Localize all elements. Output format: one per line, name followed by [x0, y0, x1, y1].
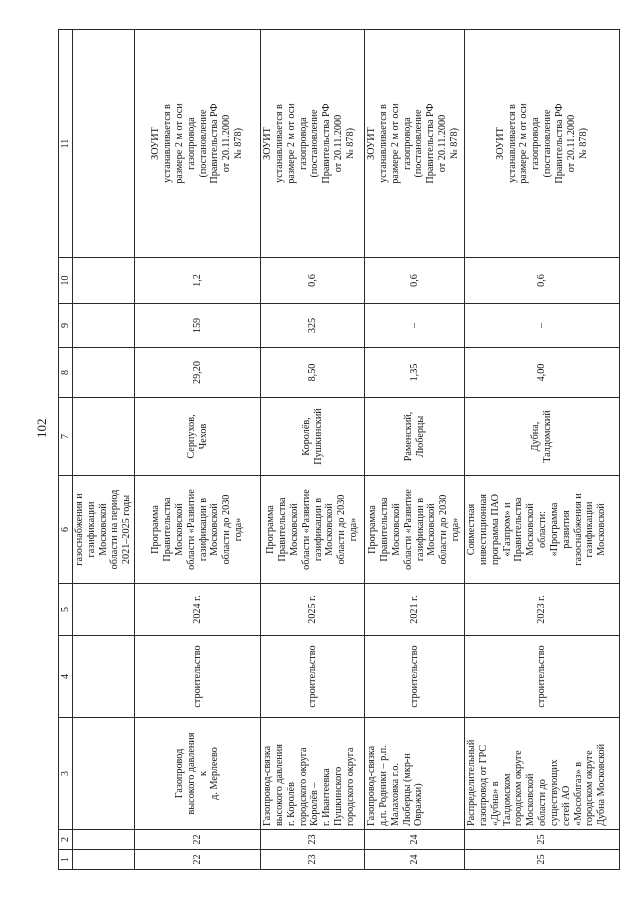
table-row	[365, 30, 465, 870]
table-cell	[73, 304, 135, 348]
municipality-cell: Королёв, Пушкинский	[261, 398, 365, 476]
item-number-cell: 25	[465, 830, 620, 850]
header-cell: 2	[59, 830, 73, 850]
table-row	[135, 30, 261, 870]
table-cell	[73, 258, 135, 304]
gas-pipeline-table	[58, 29, 620, 870]
row-number-cell: 24	[365, 850, 465, 870]
length-cell: 8,50	[261, 348, 365, 398]
header-cell: 3	[59, 718, 73, 830]
zone-cell: ЗОУИТ устанавливается в размере 2 м от оси газопровода (постановление Правительства РФ от 20.11.2000 № 878)	[365, 30, 465, 258]
year-cell: 2023 г.	[465, 584, 620, 636]
municipality-cell: Дубна, Талдомский	[465, 398, 620, 476]
header-cell: 11	[59, 30, 73, 258]
table-cell	[73, 584, 135, 636]
year-cell: 2025 г.	[261, 584, 365, 636]
table-row	[261, 30, 365, 870]
table-cell	[73, 398, 135, 476]
diameter-cell: 159	[135, 304, 261, 348]
year-cell: 2021 г.	[365, 584, 465, 636]
table-cell	[73, 348, 135, 398]
header-cell: 8	[59, 348, 73, 398]
zone-cell: ЗОУИТ устанавливается в размере 2 м от оси газопровода (постановление Правительства РФ от 20.11.2000 № 878)	[465, 30, 620, 258]
table-cell	[73, 636, 135, 718]
object-name-cell: Распределительный газопровод от ГРС «Дубна» в Талдомском городском округе Московской области до существующих сетей АО «Мособлгаз» в городском округе Дубна Московской	[465, 718, 620, 830]
diameter-cell: –	[465, 304, 620, 348]
table-cell	[73, 30, 135, 258]
item-number-cell: 24	[365, 830, 465, 850]
item-number-cell: 22	[135, 830, 261, 850]
length-cell: 4,00	[465, 348, 620, 398]
length-cell: 29,20	[135, 348, 261, 398]
header-cell: 7	[59, 398, 73, 476]
table-cell	[73, 830, 135, 850]
row-number-cell: 23	[261, 850, 365, 870]
work-type-cell: строительство	[465, 636, 620, 718]
pressure-cell: 1,2	[135, 258, 261, 304]
zone-cell: ЗОУИТ устанавливается в размере 2 м от оси газопровода (постановление Правительства РФ от 20.11.2000 № 878)	[135, 30, 261, 258]
work-type-cell: строительство	[135, 636, 261, 718]
header-row	[59, 30, 73, 870]
work-type-cell: строительство	[365, 636, 465, 718]
row-number-cell: 25	[465, 850, 620, 870]
table-cell-program-continuation: газоснабжения и газификации Московской области на период 2021–2025 годы	[73, 476, 135, 584]
item-number-cell: 23	[261, 830, 365, 850]
object-name-cell: Газопровод-связка высокого давления г. Королёв городского округа Королёв – г. Ивантеевка Пушкинского городского округа	[261, 718, 365, 830]
length-cell: 1,35	[365, 348, 465, 398]
header-cell: 10	[59, 258, 73, 304]
table-cell	[73, 850, 135, 870]
row-number-cell: 22	[135, 850, 261, 870]
header-cell: 9	[59, 304, 73, 348]
program-cell: Программа Правительства Московской области «Развитие газификации в Московской области до 2030 года»	[135, 476, 261, 584]
work-type-cell: строительство	[261, 636, 365, 718]
page-number: 102	[34, 418, 49, 438]
program-cell: Программа Правительства Московской области «Развитие газификации в Московской области до 2030 года»	[365, 476, 465, 584]
object-name-cell: Газопровод высокого давления к д. Мерлеево	[135, 718, 261, 830]
table-row	[465, 30, 620, 870]
diameter-cell: 325	[261, 304, 365, 348]
pressure-cell: 0,6	[465, 258, 620, 304]
zone-cell: ЗОУИТ устанавливается в размере 2 м от оси газопровода (постановление Правительства РФ от 20.11.2000 № 878)	[261, 30, 365, 258]
header-cell: 1	[59, 850, 73, 870]
object-name-cell: Газопровод-связка д.п. Родники – р.п. Малаховка г.о. Люберцы (мкр-н Овражки)	[365, 718, 465, 830]
municipality-cell: Серпухов, Чехов	[135, 398, 261, 476]
header-cell: 4	[59, 636, 73, 718]
program-cell: Программа Правительства Московской области «Развитие газификации в Московской области до 2030 года»	[261, 476, 365, 584]
pressure-cell: 0,6	[261, 258, 365, 304]
municipality-cell: Раменский, Люберцы	[365, 398, 465, 476]
rotated-table-container	[58, 30, 608, 870]
header-cell: 5	[59, 584, 73, 636]
year-cell: 2024 г.	[135, 584, 261, 636]
header-cell: 6	[59, 476, 73, 584]
pressure-cell: 0,6	[365, 258, 465, 304]
table-cell	[73, 718, 135, 830]
continuation-row	[73, 30, 135, 870]
diameter-cell: –	[365, 304, 465, 348]
program-cell: Совместная инвестиционная программа ПАО «Газпром» и Правительства Московской области: «Программа развития газоснабжения и газификации Московской	[465, 476, 620, 584]
